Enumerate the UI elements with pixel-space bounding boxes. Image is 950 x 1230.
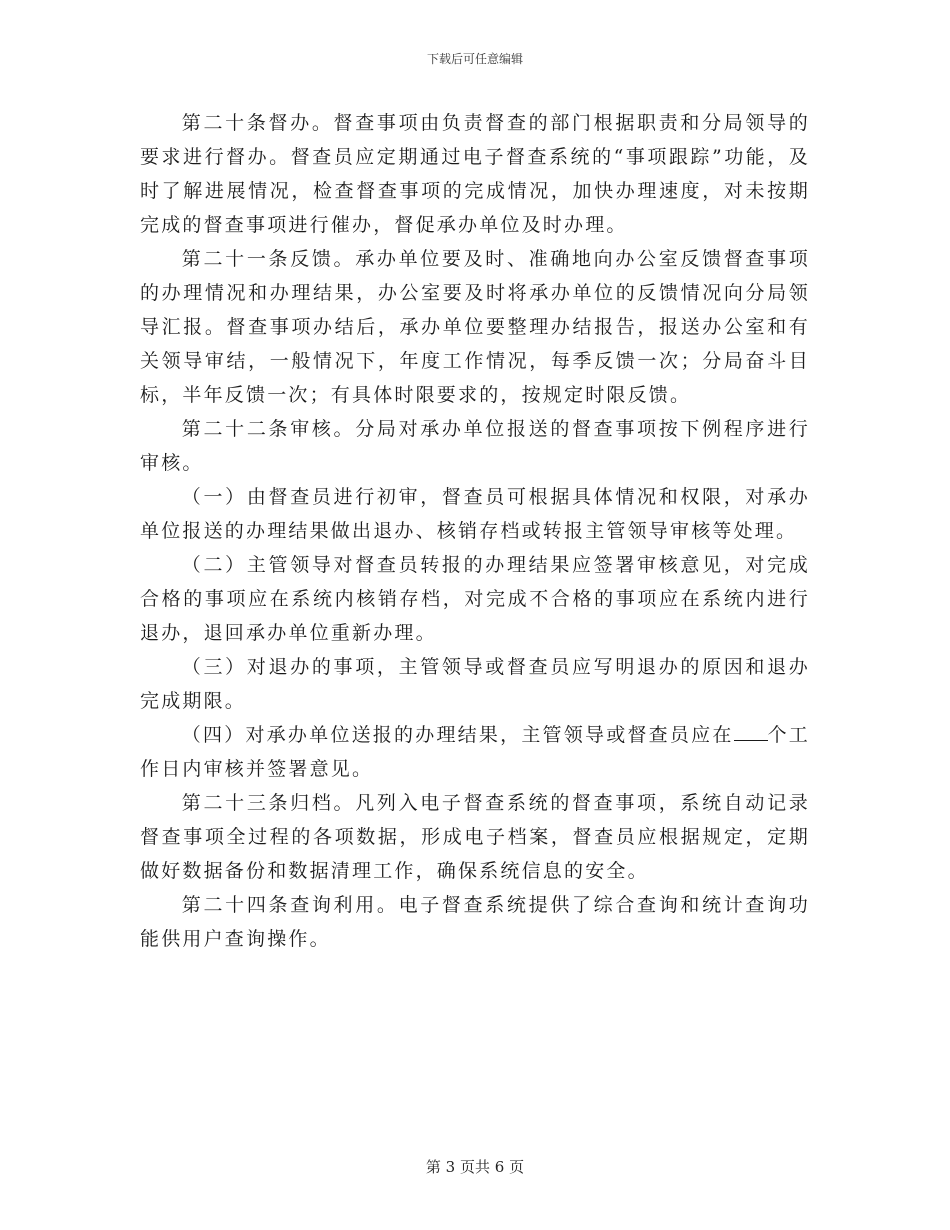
- document-body: [140, 106, 810, 956]
- review-step-2-paragraph: （二）主管领导对督查员转报的办理结果应签署审核意见，对完成合格的事项应在系统内核销存档，对完成不合格的事项应在系统内进行退办，退回承办单位重新办理。: [140, 554, 810, 644]
- review-step-4-text-before: （四）对承办单位送报的办理结果，主管领导或督查员应在: [181, 724, 734, 746]
- review-step-1-paragraph: （一）由督查员进行初审，督查员可根据具体情况和权限，对承办单位报送的办理结果做出退办、核销存档或转报主管领导审核等处理。: [140, 486, 810, 542]
- article-20-paragraph: 第二十条督办。督查事项由负责督查的部门根据职责和分局领导的要求进行督办。督查员应定期通过电子督查系统的“事项跟踪”功能，及时了解进展情况，检查督查事项的完成情况，加快办理速度，对未按期完成的督查事项进行催办，督促承办单位及时办理。: [140, 112, 810, 236]
- review-step-4-paragraph: [140, 718, 810, 786]
- article-23-paragraph: 第二十三条归档。凡列入电子督查系统的督查事项，系统自动记录督查事项全过程的各项数据，形成电子档案，督查员应根据规定，定期做好数据备份和数据清理工作，确保系统信息的安全。: [140, 792, 810, 882]
- page-number-footer: 第 3 页共 6 页: [425, 1158, 525, 1176]
- fill-in-blank: [734, 722, 768, 741]
- article-22-paragraph: 第二十二条审核。分局对承办单位报送的督查事项按下例程序进行审核。: [140, 418, 810, 474]
- page-header: 下载后可任意编辑: [426, 52, 523, 66]
- review-step-4-text-after: 个工作日内审核并签署意见。: [140, 724, 811, 780]
- article-21-paragraph: 第二十一条反馈。承办单位要及时、准确地向办公室反馈督查事项的办理情况和办理结果，办公室要及时将承办单位的反馈情况向分局领导汇报。督查事项办结后，承办单位要整理办结报告，报送办公室和有关领导审结，一般情况下，年度工作情况，每季反馈一次；分局奋斗目标，半年反馈一次；有具体时限要求的，按规定时限反馈。: [140, 248, 810, 406]
- article-24-paragraph: 第二十四条查询利用。电子督查系统提供了综合查询和统计查询功能供用户查询操作。: [140, 894, 810, 950]
- review-step-3-paragraph: （三）对退办的事项，主管领导或督查员应写明退办的原因和退办完成期限。: [140, 656, 810, 712]
